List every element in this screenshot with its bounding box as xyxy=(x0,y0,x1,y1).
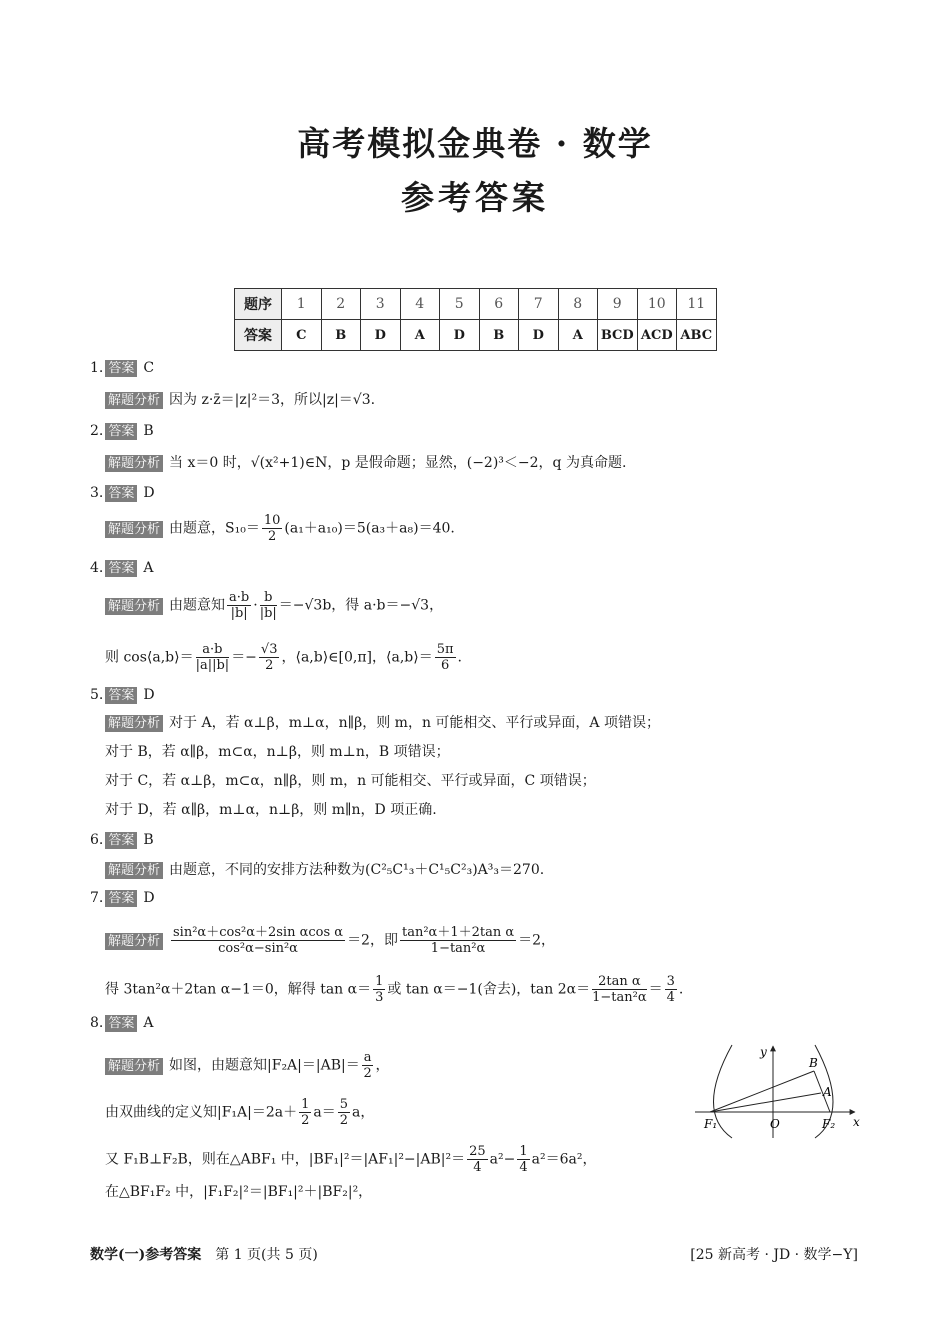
page-subtitle: 参考答案 xyxy=(401,178,549,217)
label-y: y xyxy=(760,1045,767,1059)
label-b: B xyxy=(809,1056,818,1070)
question-number: 2. xyxy=(90,423,104,439)
question-number: 7. xyxy=(90,890,104,906)
analysis-tag: 解题分析 xyxy=(105,455,163,472)
denominator: 2 xyxy=(339,1113,349,1128)
answer-value: C xyxy=(143,360,155,376)
analysis-text: 在△BF₁F₂ 中，|F₁F₂|²＝|BF₁|²＋|BF₂|²， xyxy=(105,1184,373,1200)
label-origin: O xyxy=(770,1117,780,1131)
analysis-text: a²＝6a²， xyxy=(531,1151,597,1168)
denominator: 3 xyxy=(375,990,384,1005)
analysis-line xyxy=(105,453,626,473)
fraction xyxy=(373,974,385,1005)
analysis-text: 对于 A，若 α⊥β，m⊥α，n∥β，则 m，n 可能相交、平行或异面，A 项错误； xyxy=(169,715,660,731)
answer-line-3 xyxy=(90,483,155,503)
analysis-line xyxy=(105,771,596,791)
answer-line-4 xyxy=(90,558,154,578)
numerator: 1 xyxy=(519,1144,528,1159)
answer-tag: 答案 xyxy=(105,832,137,849)
answer-tag: 答案 xyxy=(105,687,137,704)
fraction xyxy=(435,642,456,673)
numerator: √3 xyxy=(260,642,278,657)
analysis-tag: 解题分析 xyxy=(105,715,163,732)
fraction xyxy=(196,642,230,673)
table-cell: D xyxy=(440,320,480,351)
answer-line-8 xyxy=(90,1013,154,1033)
numerator: sin²α＋cos²α＋2sin αcos α xyxy=(173,925,344,940)
table-cell: D xyxy=(361,320,401,351)
denominator: 4 xyxy=(473,1160,482,1175)
answer-value: B xyxy=(143,832,154,848)
analysis-text: ＝2， xyxy=(518,932,556,949)
numerator: a xyxy=(363,1050,372,1065)
analysis-text: . xyxy=(678,981,684,998)
numerator: 1 xyxy=(375,974,384,989)
answer-tag: 答案 xyxy=(105,560,137,577)
label-a: A xyxy=(823,1085,832,1099)
page-title: 高考模拟金典卷 · 数学 xyxy=(297,124,653,163)
table-cell: 4 xyxy=(400,289,440,320)
table-cell: 9 xyxy=(598,289,638,320)
answer-tag: 答案 xyxy=(105,890,137,907)
fraction xyxy=(262,513,283,544)
numerator: 2tan α xyxy=(592,974,647,990)
analysis-tag: 解题分析 xyxy=(105,862,163,879)
analysis-line xyxy=(105,974,683,1005)
analysis-text: ＝2，即 xyxy=(347,932,398,949)
table-cell: 11 xyxy=(677,289,717,320)
analysis-tag: 解题分析 xyxy=(105,521,163,538)
analysis-line xyxy=(105,1144,596,1175)
table-cell: 5 xyxy=(440,289,480,320)
table-cell: D xyxy=(519,320,559,351)
fraction xyxy=(299,1097,311,1128)
answer-value: D xyxy=(143,485,155,501)
label-x: x xyxy=(853,1115,860,1129)
denominator: |b| xyxy=(259,606,277,621)
analysis-text: a， xyxy=(352,1104,375,1121)
numerator: tan²α＋1＋2tan α xyxy=(401,925,515,940)
table-row-answers xyxy=(235,320,717,351)
numerator: a·b xyxy=(229,590,250,605)
analysis-text: 又 F₁B⊥F₂B，则在△ABF₁ 中，|BF₁|²＝|AF₁|²−|AB|²＝ xyxy=(105,1151,466,1168)
analysis-text: ＝−√3b，得 a·b＝−√3， xyxy=(278,597,444,614)
answer-line-6 xyxy=(90,830,154,850)
table-header-answer: 答案 xyxy=(235,320,282,351)
answer-value: B xyxy=(143,423,154,439)
analysis-text: 对于 C，若 α⊥β，m⊂α，n∥β，则 m，n 可能相交、平行或异面，C 项错误； xyxy=(105,773,596,789)
table-cell: 1 xyxy=(282,289,322,320)
denominator: 1−tan²α xyxy=(592,990,647,1005)
analysis-text: 由题意知 xyxy=(169,597,226,614)
table-cell: 3 xyxy=(361,289,401,320)
table-cell: 6 xyxy=(479,289,519,320)
table-cell: ACD xyxy=(637,320,677,351)
numerator: 25 xyxy=(469,1144,486,1159)
table-cell: B xyxy=(479,320,519,351)
fraction xyxy=(400,925,516,956)
denominator: 2 xyxy=(267,529,277,544)
label-f2: F₂ xyxy=(822,1117,836,1131)
denominator: 2 xyxy=(363,1066,372,1081)
analysis-line xyxy=(105,800,437,820)
question-number: 6. xyxy=(90,832,104,848)
fraction xyxy=(592,974,647,1005)
answer-tag: 答案 xyxy=(105,1015,137,1032)
answer-line-7 xyxy=(90,888,155,908)
analysis-text: ，⟨a,b⟩∈[0,π]，⟨a,b⟩＝ xyxy=(281,649,433,666)
denominator: 4 xyxy=(666,990,675,1005)
label-f1: F₁ xyxy=(704,1117,718,1131)
question-number: 1. xyxy=(90,360,104,376)
fraction xyxy=(467,1144,488,1175)
answer-tag: 答案 xyxy=(105,423,137,440)
denominator: 2 xyxy=(265,658,274,673)
segment-f1-a xyxy=(710,1093,821,1112)
analysis-text: (a₁＋a₁₀)＝5(a₃＋a₈)＝40. xyxy=(284,520,455,537)
denominator: |a||b| xyxy=(195,658,230,673)
analysis-line xyxy=(105,642,462,673)
analysis-line xyxy=(105,742,450,762)
analysis-line xyxy=(105,1182,372,1202)
table-cell: A xyxy=(558,320,598,351)
analysis-line xyxy=(105,590,443,621)
table-cell: 2 xyxy=(321,289,361,320)
analysis-tag: 解题分析 xyxy=(105,933,163,950)
fraction xyxy=(665,974,677,1005)
analysis-text: ＝ xyxy=(648,981,663,998)
analysis-text: a＝ xyxy=(313,1104,336,1121)
analysis-text: 由双曲线的定义知|F₁A|＝2a＋ xyxy=(105,1104,298,1121)
table-cell: A xyxy=(400,320,440,351)
analysis-line xyxy=(105,390,375,410)
analysis-line xyxy=(105,1050,389,1081)
analysis-tag: 解题分析 xyxy=(105,392,163,409)
denominator: 4 xyxy=(519,1160,528,1175)
analysis-text: 或 tan α＝−1(舍去)，tan 2α＝ xyxy=(387,981,591,998)
hyperbola-figure xyxy=(690,1040,870,1140)
numerator: b xyxy=(260,590,277,606)
analysis-text: · xyxy=(253,597,258,614)
analysis-text: ， xyxy=(375,1057,390,1074)
numerator: 1 xyxy=(301,1097,310,1112)
analysis-text: 如图，由题意知|F₂A|＝|AB|＝ xyxy=(169,1057,360,1074)
analysis-line xyxy=(105,925,555,956)
analysis-text: 由题意，S₁₀＝ xyxy=(169,520,260,537)
analysis-text: 当 x＝0 时，√(x²+1)∈N，p 是假命题；显然，(−2)³＜−2，q 为真命题. xyxy=(169,455,627,471)
analysis-line xyxy=(105,513,455,544)
analysis-text: ＝− xyxy=(231,649,257,666)
denominator: |b| xyxy=(230,606,248,621)
table-cell: C xyxy=(282,320,322,351)
denominator: cos²α−sin²α xyxy=(218,941,298,956)
question-number: 4. xyxy=(90,560,104,576)
analysis-text: 则 cos⟨a,b⟩＝ xyxy=(105,649,194,666)
numerator: a·b xyxy=(196,642,230,658)
numerator: 3 xyxy=(666,974,675,989)
denominator: 1−tan²α xyxy=(430,941,486,956)
denominator: 6 xyxy=(440,658,450,673)
numerator: 5 xyxy=(339,1097,349,1112)
fraction xyxy=(362,1050,374,1081)
analysis-text: 得 3tan²α＋2tan α−1＝0，解得 tan α＝ xyxy=(105,981,372,998)
answer-line-5 xyxy=(90,685,155,705)
numerator: 5π xyxy=(436,642,454,657)
table-cell: 8 xyxy=(558,289,598,320)
numerator: 10 xyxy=(263,513,281,528)
table-header-question: 题序 xyxy=(235,289,282,320)
answer-value: A xyxy=(143,560,154,576)
answer-line-1 xyxy=(90,358,154,378)
analysis-text: 对于 D，若 α∥β，m⊥α，n⊥β，则 m∥n，D 项正确. xyxy=(105,802,437,818)
fraction xyxy=(517,1144,529,1175)
analysis-line xyxy=(105,1097,374,1128)
question-number: 5. xyxy=(90,687,104,703)
table-cell: ABC xyxy=(677,320,717,351)
answer-tag: 答案 xyxy=(105,485,137,502)
analysis-line xyxy=(105,713,660,733)
page-number: 第 1 页(共 5 页) xyxy=(215,1247,318,1263)
footer-left xyxy=(90,1244,318,1264)
answer-value: D xyxy=(143,687,155,703)
table-cell: 10 xyxy=(637,289,677,320)
question-number: 3. xyxy=(90,485,104,501)
table-cell: BCD xyxy=(598,320,638,351)
answer-line-2 xyxy=(90,421,154,441)
analysis-tag: 解题分析 xyxy=(105,598,163,615)
fraction xyxy=(338,1097,350,1128)
analysis-text: 因为 z·z̄＝|z|²＝3，所以|z|＝√3. xyxy=(169,392,376,408)
analysis-text: . xyxy=(457,649,462,666)
table-cell: B xyxy=(321,320,361,351)
fraction xyxy=(227,590,251,621)
table-cell: 7 xyxy=(519,289,559,320)
question-number: 8. xyxy=(90,1015,104,1031)
fraction xyxy=(171,925,345,956)
answer-value: A xyxy=(143,1015,154,1031)
denominator: 2 xyxy=(301,1113,310,1128)
table-row-questions xyxy=(235,289,717,320)
footer-title: 数学(一)参考答案 xyxy=(90,1247,202,1263)
analysis-tag: 解题分析 xyxy=(105,1058,163,1075)
answer-table xyxy=(234,288,717,351)
analysis-text: 对于 B，若 α∥β，m⊂α，n⊥β，则 m⊥n，B 项错误； xyxy=(105,744,450,760)
segment-f1-b xyxy=(710,1071,814,1112)
answer-tag: 答案 xyxy=(105,360,137,377)
answer-value: D xyxy=(143,890,155,906)
analysis-line xyxy=(105,860,544,880)
fraction xyxy=(259,642,280,673)
fraction xyxy=(260,590,277,621)
analysis-text: a²− xyxy=(489,1151,516,1168)
footer-right: [25 新高考 · JD · 数学−Y] xyxy=(690,1247,858,1263)
analysis-text: 由题意，不同的安排方法种数为(C²₅C¹₃＋C¹₅C²₃)A³₃＝270. xyxy=(169,862,545,878)
